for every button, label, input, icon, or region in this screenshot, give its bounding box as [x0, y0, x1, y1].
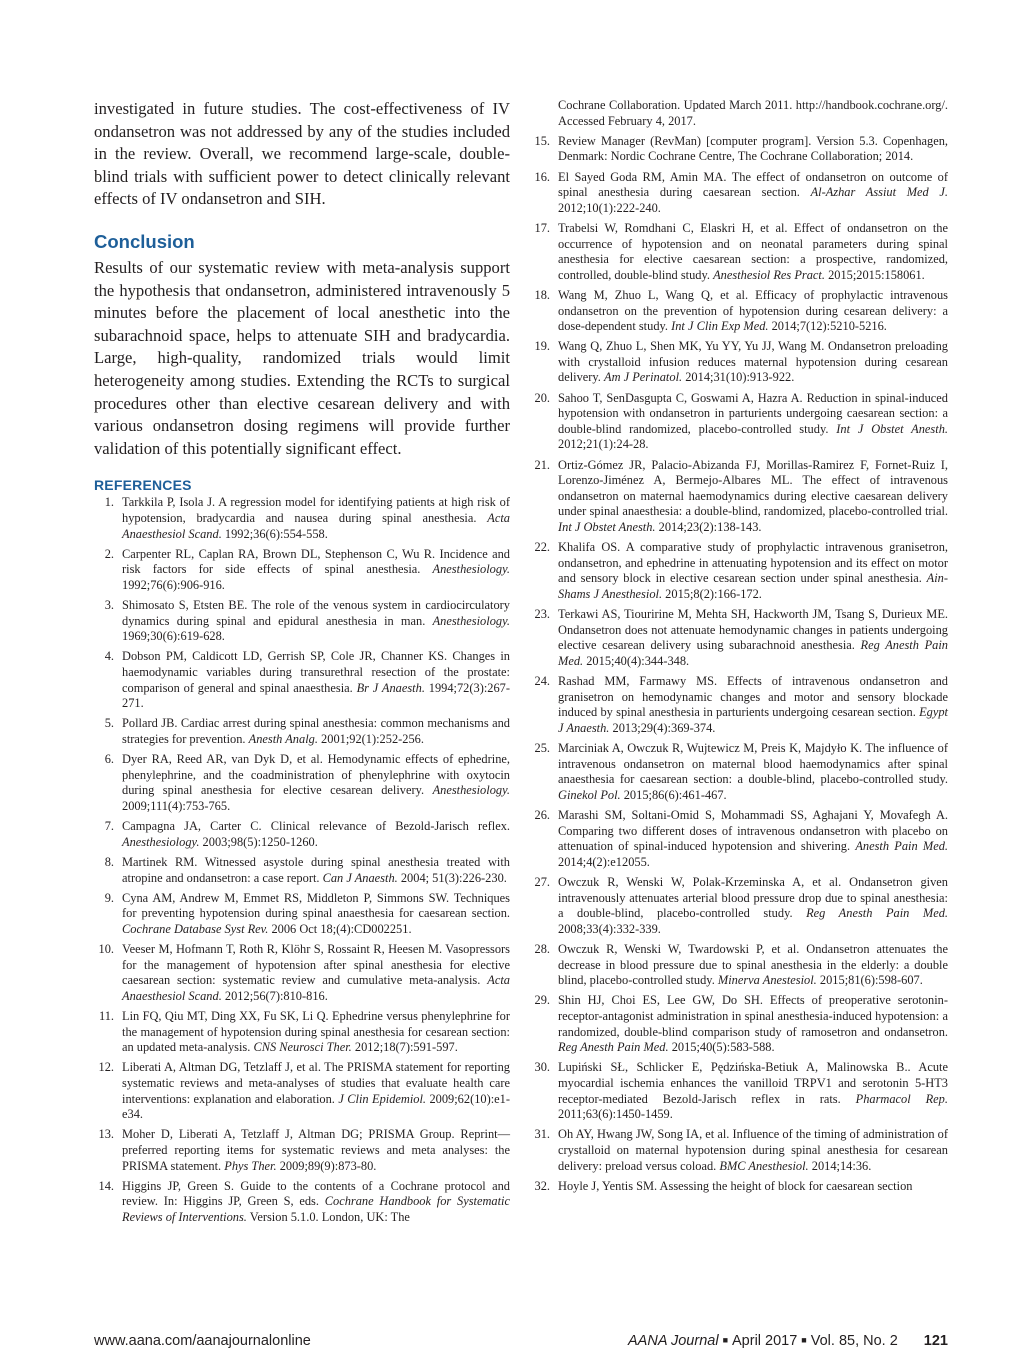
reference-journal: Pharmacol Rep. — [855, 1091, 948, 1106]
reference-item — [530, 875, 948, 937]
reference-text — [122, 1127, 510, 1174]
reference-text — [558, 1127, 948, 1174]
reference-journal: Ain-Shams J Anesthesiol. — [558, 571, 948, 601]
reference-volume: 2015;86(6):461-467. — [623, 787, 727, 802]
reference-text — [558, 674, 948, 736]
reference-journal: BMC Anesthesiol. — [719, 1158, 809, 1173]
reference-number: 30. — [534, 1060, 550, 1075]
reference-number: 9. — [104, 890, 114, 905]
reference-number: 17. — [534, 220, 550, 235]
journal-issue-info — [628, 1333, 948, 1349]
reference-text — [122, 495, 510, 542]
page-number: 121 — [923, 1333, 948, 1349]
reference-item — [94, 1060, 510, 1122]
reference-item — [94, 649, 510, 711]
volume-number: Vol. 85, No. 2 — [810, 1333, 898, 1349]
reference-item — [94, 942, 510, 1004]
reference-citation: El Sayed Goda RM, Amin MA. The effect of ondansetron on outcome of spinal anesthesia during caesarean section. — [558, 169, 948, 200]
reference-item — [94, 495, 510, 542]
reference-citation: Trabelsi W, Romdhani C, Elaskri H, et al. Effect of ondansetron on the occurrence of hypotension and on neonatal parameters during spinal anesthesia for elective caesarean section: a prospective, randomized, controlled, double-blind study. — [558, 220, 948, 282]
reference-citation: Terkawi AS, Tiouririne M, Mehta SH, Hackworth JM, Tsang S, Durieux ME. Ondansetron does not attenuate hemodynamic changes in patients undergoing elective cesarean delivery using subarachnoid anesthesia. — [558, 607, 948, 653]
reference-volume: 2015;8(2):166-172. — [665, 586, 762, 601]
reference-citation: Marashi SM, Soltani-Omid S, Mohammadi SS, Aghajani Y, Movafegh A. Comparing two different doses of intravenous ondansetron with placebo on attenuation of spinal-induced hypotension and shivering. — [558, 808, 948, 854]
references-list-right — [530, 134, 948, 1195]
reference-text — [122, 598, 510, 645]
reference-number: 14. — [98, 1178, 114, 1193]
reference-volume: 2012;21(1):24-28. — [558, 437, 649, 452]
reference-text — [558, 1060, 948, 1122]
reference-citation: Higgins JP, Green S. Guide to the contents of a Cochrane protocol and review. In: Higgins JP, Green S, eds. — [122, 1178, 510, 1209]
reference-citation: Dyer RA, Reed AR, van Dyk D, et al. Hemodynamic effects of ephedrine, phenylephrine, and the coadministration of phenylephrine with oxytocin during spinal anesthesia for elective cesarean delivery. — [122, 752, 510, 798]
reference-volume: 2015;40(5):583-588. — [671, 1040, 775, 1055]
reference-item — [530, 1060, 948, 1122]
reference-number: 11. — [98, 1009, 114, 1024]
reference-journal: Anesth Pain Med. — [855, 839, 948, 854]
reference-volume: 2009;111(4):753-765. — [122, 798, 231, 813]
reference-journal: Anesthesiology. — [432, 613, 510, 628]
reference-volume: 2012;56(7):810-816. — [224, 988, 328, 1003]
reference-citation: Rashad MM, Farmawy MS. Effects of intravenous ondansetron and granisetron on hemodynamic changes and motor and sensory blockade induced by spinal anesthesia in parturients undergoing cesarean section. — [558, 674, 948, 720]
reference-journal: Cochrane Handbook for Systematic Reviews of Interventions. — [122, 1194, 510, 1224]
reference-number: 18. — [534, 287, 550, 302]
reference-number: 5. — [104, 716, 114, 731]
reference-item — [94, 819, 510, 850]
reference-citation: Khalifa OS. A comparative study of prophylactic intravenous granisetron, ondansetron, and ephedrine in attenuating hypotension and its effect on motor and sensory block in elective cesarean section under spinal anesthesia. — [558, 540, 948, 586]
reference-citation: Ortiz-Gómez JR, Palacio-Abizanda FJ, Morillas-Ramirez F, Fornet-Ruiz I, Lorenzo-Jiménez A, Bermejo-Albares ML. The effect of intravenous ondansetron on maternal haemodynamics during elective caesarean delivery under spinal anaesthesia: a double-blind, randomized, placebo-controlled trial. — [558, 457, 948, 519]
reference-item — [530, 221, 948, 283]
reference-citation: Owczuk R, Wenski W, Twardowski P, et al. Ondansetron attenuates the decrease in blood pressure due to spinal anesthesia in the elderly: a double blind, placebo-controlled study. — [558, 942, 948, 988]
reference-item — [94, 547, 510, 594]
reference-citation: Campagna JA, Carter C. Clinical relevance of Bezold-Jarisch reflex. — [122, 819, 510, 834]
reference-journal: Int J Obstet Anesth. — [836, 421, 948, 436]
reference-citation: Review Manager (RevMan) [computer program]. Version 5.3. Copenhagen, Denmark: Nordic Cochrane Centre, The Cochrane Collaboration; 2014. — [558, 133, 948, 164]
reference-journal: Br J Anaesth. — [356, 680, 425, 695]
reference-citation: Hoyle J, Yentis SM. Assessing the height of block for caesarean section — [558, 1178, 913, 1193]
reference-number: 1. — [104, 495, 114, 510]
reference-number: 16. — [534, 169, 550, 184]
reference-item — [530, 607, 948, 669]
reference-volume: 1969;30(6):619-628. — [122, 629, 225, 644]
reference-journal: Reg Anesth Pain Med. — [558, 1040, 669, 1055]
reference-text — [558, 458, 948, 536]
reference-number: 8. — [104, 854, 114, 869]
reference-item — [94, 1179, 510, 1226]
reference-citation: Carpenter RL, Caplan RA, Brown DL, Stephenson C, Wu R. Incidence and risk factors for side effects of spinal anesthesia. — [122, 546, 510, 577]
reference-number: 12. — [98, 1060, 114, 1075]
reference-text — [122, 819, 510, 850]
right-column — [530, 98, 948, 1199]
left-column — [94, 98, 510, 1230]
reference-number: 13. — [98, 1127, 114, 1142]
discussion-closing-paragraph: investigated in future studies. The cost-effectiveness of IV ondansetron was not addressed by any of the studies included in the review. Overall, we recommend large-scale, double-blind trials with sufficient power to detect clinically relevant effects of IV ondansetron and SIH. — [94, 99, 510, 209]
reference-journal: Reg Anesth Pain Med. — [806, 906, 948, 921]
reference-number: 19. — [534, 339, 550, 354]
reference-volume: 2012;18(7):591-597. — [354, 1040, 458, 1055]
reference-journal: Egypt J Anaesth. — [558, 705, 948, 735]
reference-journal: Minerva Anestesiol. — [717, 973, 817, 988]
reference-text — [558, 942, 948, 989]
reference-volume: 2003;98(5):1250-1260. — [202, 834, 318, 849]
reference-text — [122, 855, 510, 886]
reference-text — [122, 891, 510, 938]
reference-number: 21. — [534, 457, 550, 472]
reference-volume: 2014;23(2):138-143. — [658, 520, 762, 534]
reference-volume: 2012;10(1):222-240. — [558, 200, 661, 215]
reference-text — [558, 808, 948, 870]
reference-text — [558, 993, 948, 1055]
reference-journal: Ginekol Pol. — [558, 787, 621, 802]
reference-number: 10. — [98, 942, 114, 957]
reference-volume: 2009;62(10):e1-e34. — [122, 1091, 510, 1122]
reference-citation: Oh AY, Hwang JW, Song IA, et al. Influence of the timing of administration of crystalloid on maternal hypotension during spinal anesthesia for cesarean delivery: preload versus coload. — [558, 1127, 948, 1173]
reference-journal: Anesthesiology. — [122, 834, 200, 849]
reference-text — [122, 716, 510, 747]
conclusion-heading: Conclusion — [94, 230, 195, 252]
reference-volume: 2015;81(6):598-607. — [819, 973, 923, 988]
reference-text — [122, 1179, 510, 1226]
reference-journal: Can J Anaesth. — [322, 870, 398, 885]
reference-text — [558, 875, 948, 937]
reference-text — [558, 170, 948, 217]
reference-citation: Wang M, Zhuo L, Wang Q, et al. Efficacy of prophylactic intravenous ondansetron on the prevention of hypotension during cesarean delivery: a dose-dependent study. — [558, 287, 948, 334]
reference-citation: Pollard JB. Cardiac arrest during spinal anesthesia: common mechanisms and strategies for prevention. — [122, 716, 510, 746]
reference-item — [530, 458, 948, 536]
reference-item — [94, 1127, 510, 1174]
reference-item — [530, 391, 948, 453]
reference-item — [530, 942, 948, 989]
reference-item — [530, 1127, 948, 1174]
references-heading: REFERENCES — [94, 477, 192, 494]
reference-journal: Reg Anesth Pain Med. — [558, 638, 948, 668]
reference-number: 28. — [534, 942, 550, 956]
reference-citation: Sahoo T, SenDasgupta C, Goswami A, Hazra A. Reduction in spinal-induced hypotension with ondansetron in parturients undergoing caesarean section: a double-blind randomized, placebo-controlled study. — [558, 390, 948, 436]
reference-item — [530, 808, 948, 870]
reference-item — [530, 540, 948, 602]
reference-citation: Marciniak A, Owczuk R, Wujtewicz M, Preis K, Majdyło K. The influence of intravenous ondansetron on maternal blood haemodynamics after spinal anaesthesia for caesarean section: a double-blind, placebo-controlled study. — [558, 741, 948, 787]
reference-item — [530, 288, 948, 335]
reference-citation: Tarkkila P, Isola J. A regression model for identifying patients at high risk of hypotension, bradycardia and nausea during spinal anesthesia. — [122, 495, 510, 525]
reference-citation: Shin HJ, Choi ES, Lee GW, Do SH. Effects of preoperative serotonin-receptor-antagonist administration in spinal anesthesia-induced hypotension: a randomized, double-blind comparison study of ramosetron and ondansetron. — [558, 993, 948, 1039]
reference-journal: Anesthesiology. — [432, 783, 510, 798]
references-list-left — [94, 495, 510, 1225]
reference-text — [558, 607, 948, 669]
reference-number: 6. — [104, 752, 114, 767]
reference-item — [94, 716, 510, 747]
reference-number: 3. — [104, 598, 114, 613]
reference-citation: Martinek RM. Witnessed asystole during spinal anesthesia treated with atropine and ondansetron: a case report. — [122, 854, 510, 885]
reference-journal: Int J Obstet Anesth. — [558, 520, 656, 534]
reference-journal: Acta Anaesthesiol Scand. — [122, 973, 510, 1003]
reference-citation: Lin FQ, Qiu MT, Ding XX, Fu SK, Li Q. Ephedrine versus phenylephrine for the management of hypotension during spinal anesthesia for cesarean section: an updated meta-analysis. — [122, 1009, 510, 1055]
reference-text — [122, 649, 510, 711]
reference-volume: 2015;40(4):344-348. — [586, 653, 690, 668]
reference-item — [94, 752, 510, 814]
reference-journal: J Clin Epidemiol. — [338, 1091, 427, 1106]
reference-number: 15. — [534, 133, 550, 148]
reference-citation: Veeser M, Hofmann T, Roth R, Klöhr S, Rossaint R, Heesen M. Vasopressors for the management of hypotension after spinal anesthesia for elective caesarean section: systematic review and cumulative meta-analysis. — [122, 942, 510, 988]
reference-journal: Acta Anaesthesiol Scand. — [122, 510, 510, 541]
reference-journal: Al-Azhar Assiut Med J. — [810, 185, 948, 200]
issue-date: April 2017 — [732, 1333, 798, 1349]
reference-journal: Int J Clin Exp Med. — [671, 319, 769, 334]
conclusion-paragraph: Results of our systematic review with meta-analysis support the hypothesis that ondansetron, administered intravenously 5 minutes before the placement of local anesthetic into the subarachnoid space, helps to attenuate SIH and bradycardia. Large, high-quality, randomized trials would limit heterogeneity among studies. Extending the RCTs to surgical procedures other than elective cesarean delivery and with various ondansetron dosing regimens will provide further validation of this potentially significant effect. — [94, 257, 510, 458]
reference-volume: Version 5.1.0. London, UK: The — [249, 1209, 410, 1224]
reference-number: 23. — [534, 607, 550, 622]
reference-text — [558, 288, 948, 335]
reference-14-continuation: Cochrane Collaboration. Updated March 2011. http://handbook.cochrane.org/. Accessed February 4, 2017. — [558, 98, 948, 128]
reference-volume: 2011;63(6):1450-1459. — [558, 1107, 673, 1122]
journal-name: AANA Journal — [628, 1333, 719, 1349]
reference-text — [122, 1009, 510, 1056]
reference-volume: 1992;36(6):554-558. — [224, 526, 328, 541]
reference-journal: Phys Ther. — [224, 1158, 277, 1173]
reference-citation: Lupiński SŁ, Schlicker E, Pędzińska-Betiuk A, Malinowska B.. Acute myocardial ischemia enhances the vanilloid TRPV1 and serotonin 5-HT3 receptor-mediated Bezold-Jarisch reflex in rats. — [558, 1060, 948, 1106]
reference-number: 24. — [534, 674, 550, 689]
reference-number: 27. — [534, 875, 550, 890]
reference-item — [94, 598, 510, 645]
reference-citation: Liberati A, Altman DG, Tetzlaff J, et al. The PRISMA statement for reporting systematic reviews and meta-analyses of studies that evaluate health care interventions: explanation and elaboration. — [122, 1060, 510, 1106]
reference-journal: Anesthesiol Res Pract. — [713, 267, 825, 282]
reference-volume: 2009;89(9):873-80. — [279, 1158, 377, 1173]
reference-citation: Dobson PM, Caldicott LD, Gerrish SP, Cole JR, Channer KS. Changes in haemodynamic variables during transurethral resection of the prostate: comparison of general and spinal anaesthesia. — [122, 649, 510, 695]
reference-journal: CNS Neurosci Ther. — [253, 1040, 352, 1055]
reference-volume: 1992;76(6):906-916. — [122, 577, 225, 592]
reference-text — [122, 547, 510, 594]
reference-volume: 2015;2015:158061. — [828, 267, 925, 282]
reference-item — [94, 1009, 510, 1056]
reference-number: 26. — [534, 808, 550, 823]
reference-item — [530, 741, 948, 803]
reference-item — [94, 891, 510, 938]
reference-volume: 2008;33(4):332-339. — [558, 921, 661, 936]
reference-journal: Anesthesiology. — [432, 562, 510, 577]
reference-number: 20. — [534, 390, 550, 405]
reference-journal: Anesth Analg. — [248, 732, 318, 746]
reference-text — [558, 134, 948, 165]
reference-number: 22. — [534, 540, 550, 555]
reference-journal: Cochrane Database Syst Rev. — [122, 921, 269, 936]
reference-text — [122, 942, 510, 1004]
reference-volume: 2013;29(4):369-374. — [612, 720, 716, 735]
reference-citation: Owczuk R, Wenski W, Polak-Krzeminska A, et al. Ondansetron given intravenously attenuates arterial blood pressure drop due to spinal anesthesia: a double-blind, placebo-controlled study. — [558, 875, 948, 921]
reference-item — [530, 134, 948, 165]
reference-text — [558, 741, 948, 803]
reference-citation: Shimosato S, Etsten BE. The role of the venous system in cardiocirculatory dynamics during spinal and epidural anesthesia in man. — [122, 598, 510, 628]
reference-item — [94, 855, 510, 886]
reference-journal: Am J Perinatol. — [604, 370, 683, 385]
reference-text — [558, 391, 948, 453]
reference-text — [558, 339, 948, 386]
reference-volume: 2014;31(10):913-922. — [685, 370, 795, 385]
reference-item — [530, 1179, 948, 1195]
journal-url[interactable]: www.aana.com/aanajournalonline — [94, 1333, 311, 1349]
separator-icon: ■ — [722, 1335, 728, 1345]
reference-volume: 1994;72(3):267-271. — [122, 680, 510, 711]
separator-icon: ■ — [801, 1335, 807, 1345]
reference-item — [530, 993, 948, 1055]
reference-citation: Moher D, Liberati A, Tetzlaff J, Altman DG; PRISMA Group. Reprint—preferred reporting items for systematic reviews and meta analyses: the PRISMA statement. — [122, 1127, 510, 1173]
reference-number: 31. — [534, 1127, 550, 1142]
reference-item — [530, 674, 948, 736]
reference-number: 25. — [534, 741, 550, 756]
reference-number: 29. — [534, 993, 550, 1008]
reference-volume: 2014;4(2):e12055. — [558, 854, 650, 869]
reference-volume: 2006 Oct 18;(4):CD002251. — [271, 921, 412, 936]
reference-volume: 2004; 51(3):226-230. — [400, 870, 507, 885]
reference-volume: 2014;14:36. — [811, 1158, 872, 1173]
reference-item — [530, 339, 948, 386]
reference-volume: 2001;92(1):252-256. — [321, 732, 424, 746]
reference-text — [558, 540, 948, 602]
reference-number: 32. — [534, 1178, 550, 1193]
reference-text — [558, 1179, 948, 1195]
reference-number: 4. — [104, 649, 114, 664]
reference-item — [530, 170, 948, 217]
reference-text — [122, 1060, 510, 1122]
reference-volume: 2014;7(12):5210-5216. — [771, 319, 887, 334]
reference-text — [558, 221, 948, 283]
reference-number: 2. — [104, 546, 114, 561]
reference-number: 7. — [104, 819, 114, 834]
reference-text — [122, 752, 510, 814]
reference-citation: Wang Q, Zhuo L, Shen MK, Yu YY, Yu JJ, Wang M. Ondansetron preloading with crystalloid infusion reduces maternal hypotension during cesarean delivery. — [558, 339, 948, 385]
reference-citation: Cyna AM, Andrew M, Emmet RS, Middleton P, Simmons SW. Techniques for preventing hypotension during spinal anaesthesia for caesarean section. — [122, 890, 510, 921]
